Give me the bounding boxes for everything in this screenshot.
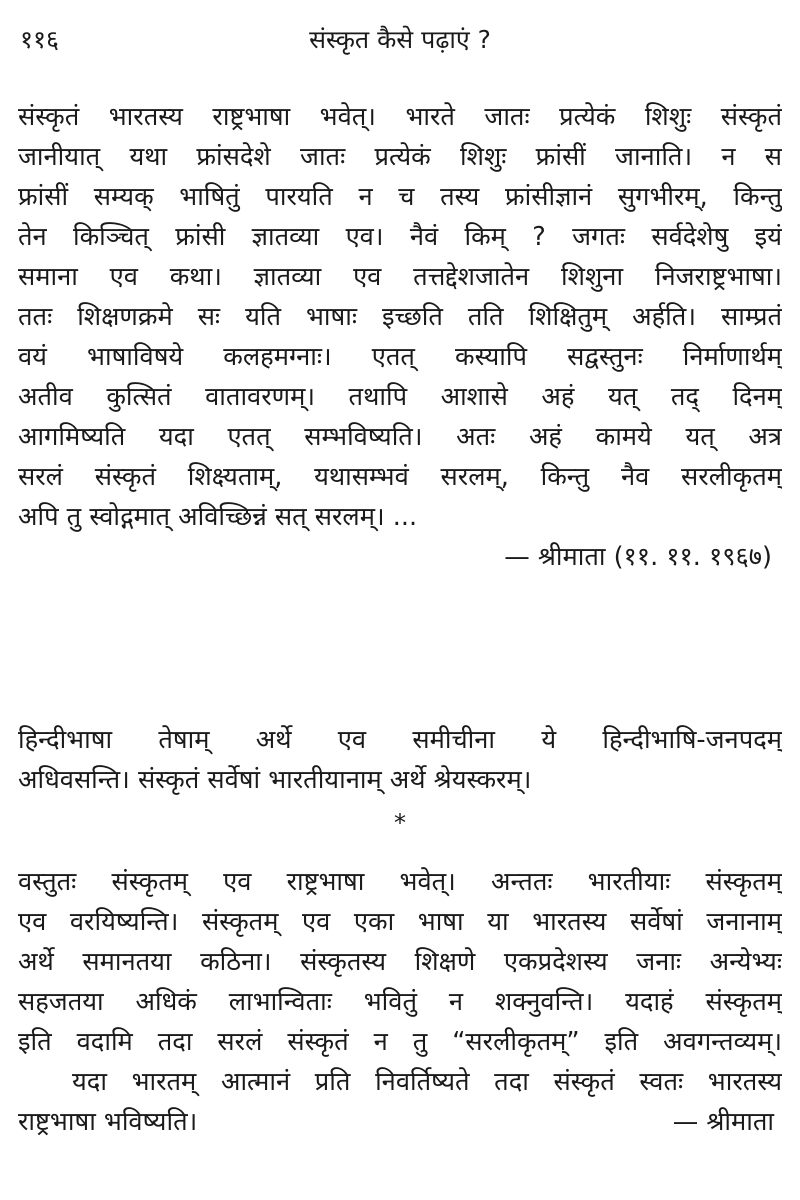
text-line: वस्तुतः संस्कृतम् एव राष्ट्रभाषा भवेत्। अन्ततः भारतीयाः संस्कृतम् bbox=[18, 867, 782, 897]
quote-passage-1 bbox=[18, 97, 782, 577]
text-line: अपि तु स्वोद्गमात् अविच्छिन्नं सत् सरलम्। ... bbox=[18, 502, 418, 532]
text-line: संस्कृतं भारतस्य राष्ट्रभाषा भवेत्। भारते जातः प्रत्येकं शिशुः संस्कृतं bbox=[18, 102, 782, 132]
text-line: अतीव कुत्सितं वातावरणम्। तथापि आशासे अहं यत् तद् दिनम् bbox=[18, 382, 782, 412]
running-title: संस्कृत कैसे पढ़ाएं ? bbox=[309, 25, 491, 54]
text-line: अर्थे समानतया कठिना। संस्कृतस्य शिक्षणे एकप्रदेशस्य जनाः अन्येभ्यः bbox=[18, 947, 782, 977]
text-line: समाना एव कथा। ज्ञातव्या एव तत्तद्देशजातेन शिशुना निजराष्ट्रभाषा। bbox=[18, 262, 782, 292]
text-line: वयं भाषाविषये कलहमग्नाः। एतत् कस्यापि सद्वस्तुनः निर्माणार्थम् bbox=[18, 342, 782, 372]
section-separator: * bbox=[394, 809, 406, 837]
text-line: इति वदामि तदा सरलं संस्कृतं न तु “सरलीकृतम्” इति अवगन्तव्यम्। bbox=[18, 1027, 782, 1057]
text-line: ततः शिक्षणक्रमे सः यति भाषाः इच्छति तति शिक्षितुम् अर्हति। साम्प्रतं bbox=[18, 302, 782, 332]
text-line: हिन्दीभाषा तेषाम् अर्थे एव समीचीना ये हिन्दीभाषि-जनपदम् bbox=[18, 725, 782, 755]
quote-passage-2 bbox=[18, 720, 782, 800]
signature: — श्रीमाता bbox=[672, 1107, 774, 1137]
text-line: सरलं संस्कृतं शिक्ष्यताम्, यथासम्भवं सरलम्, किन्तु नैव सरलीकृतम् bbox=[18, 462, 782, 492]
text-line: फ्रांसीं सम्यक् भाषितुं पारयति न च तस्य फ्रांसीज्ञानं सुगभीरम्, किन्तु bbox=[18, 182, 782, 212]
text-line: एव वरयिष्यन्ति। संस्कृतम् एव एका भाषा या भारतस्य सर्वेषां जनानाम् bbox=[18, 907, 782, 937]
page-header bbox=[18, 22, 782, 62]
closing-row bbox=[18, 1102, 782, 1142]
text-line: आगमिष्यति यदा एतत् सम्भविष्यति। अतः अहं कामये यत् अत्र bbox=[18, 422, 782, 452]
page-number: ११६ bbox=[20, 25, 60, 54]
text-line: यदा भारतम् आत्मानं प्रति निवर्तिष्यते तदा संस्कृतं स्वतः भारतस्य bbox=[72, 1067, 782, 1097]
attribution: — श्रीमाता (११. ११. १९६७) bbox=[504, 542, 772, 572]
text-line: जानीयात् यथा फ्रांसदेशे जातः प्रत्येकं शिशुः फ्रांसीं जानाति। न स bbox=[18, 142, 782, 172]
text-line: सहजतया अधिकं लाभान्विताः भवितुं न शक्नुवन्ति। यदाहं संस्कृतम् bbox=[18, 987, 782, 1017]
quote-passage-3 bbox=[18, 862, 782, 1142]
text-line: तेन किञ्चित् फ्रांसी ज्ञातव्या एव। नैवं किम् ? जगतः सर्वदेशेषु इयं bbox=[18, 222, 782, 252]
text-line: राष्ट्रभाषा भविष्यति। bbox=[18, 1107, 198, 1137]
text-line: अधिवसन्ति। संस्कृतं सर्वेषां भारतीयानाम् अर्थे श्रेयस्करम्। bbox=[18, 765, 532, 795]
